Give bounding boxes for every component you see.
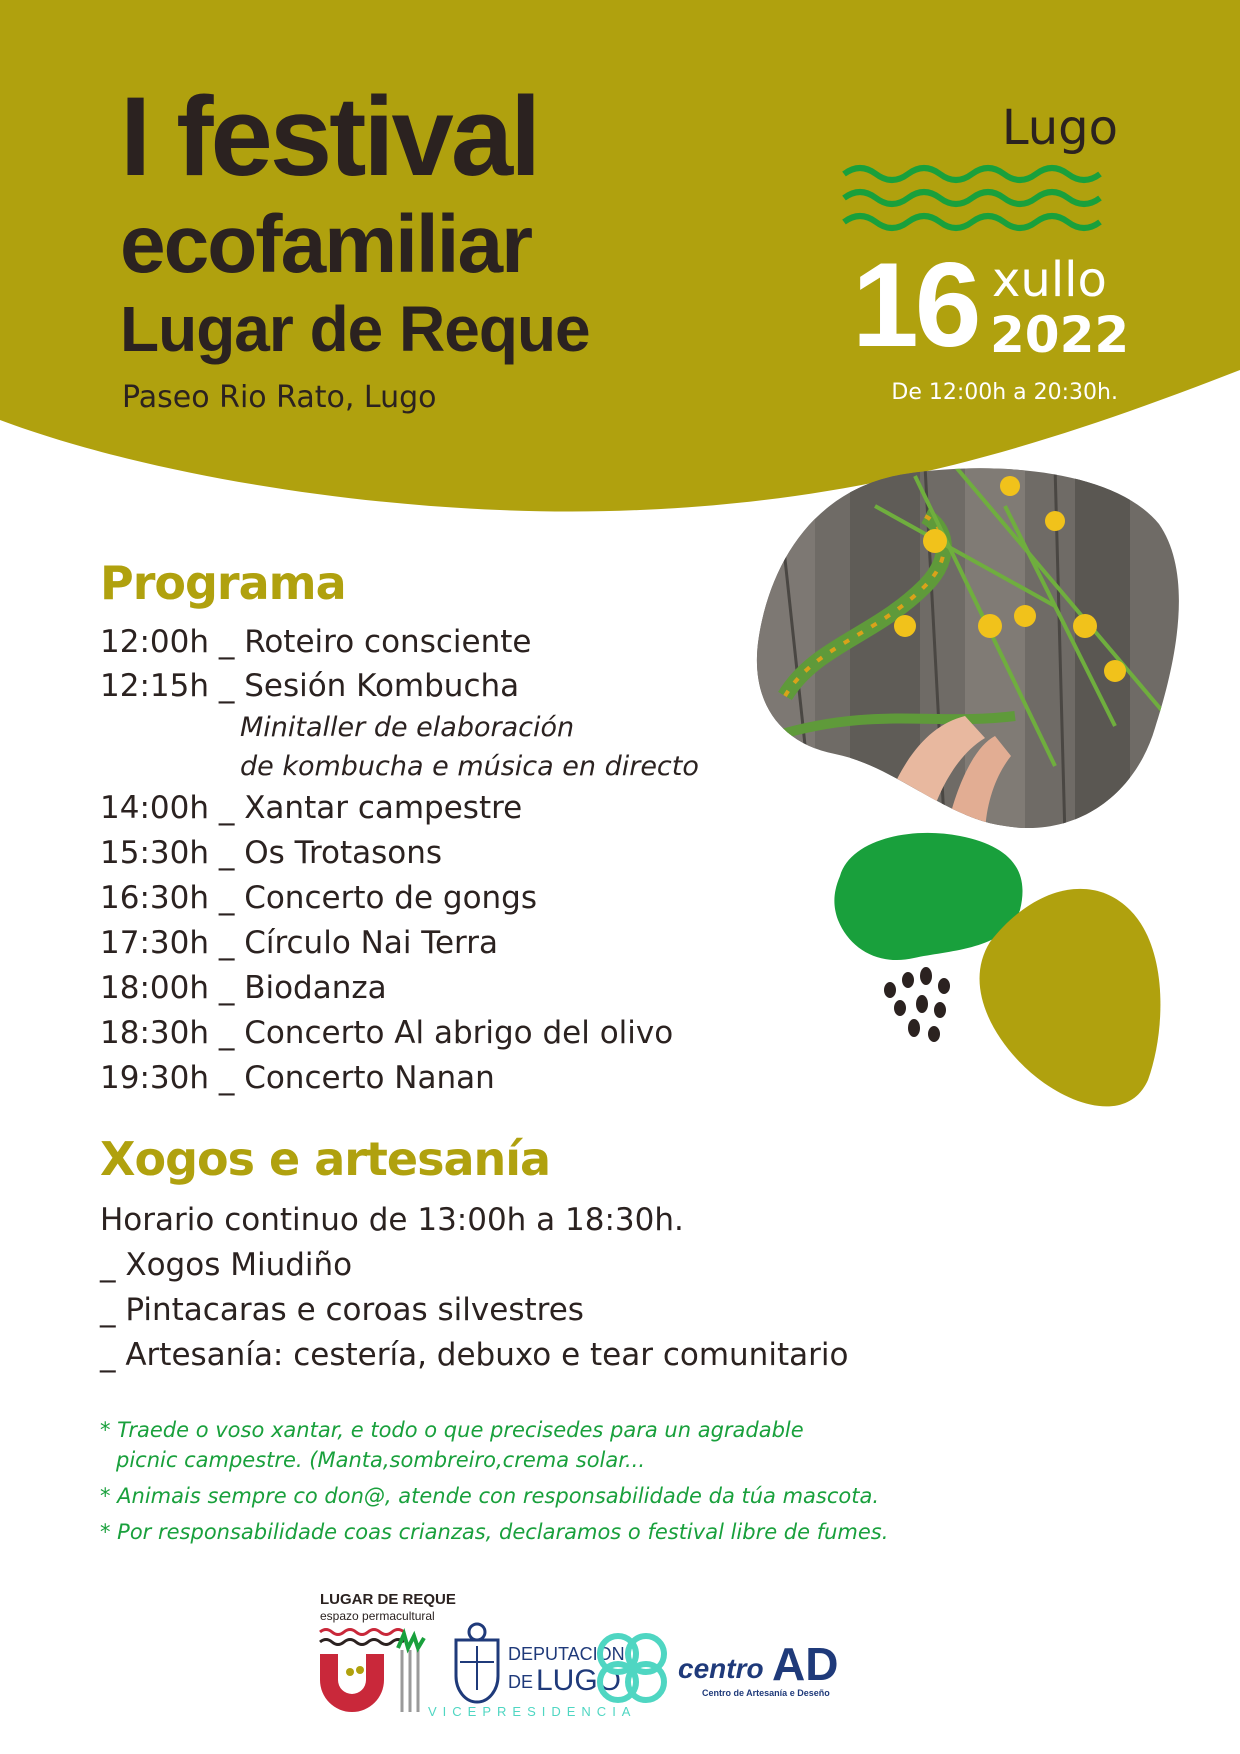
lugar-de-reque-logo xyxy=(320,1591,456,1712)
deputacion-lugo: LUGO xyxy=(536,1664,622,1697)
xogos-item: _ Artesanía: cestería, debuxo e tear comunitario xyxy=(100,1337,849,1373)
program-item: 18:00h _ Biodanza xyxy=(100,970,387,1006)
xogos-title: Xogos e artesanía xyxy=(100,1132,551,1186)
program-item-detail: Minitaller de elaboración xyxy=(240,712,575,743)
program-item: 14:00h _ Xantar campestre xyxy=(100,790,523,826)
centro-tagline: Centro de Artesanía e Deseño xyxy=(702,1688,830,1698)
note-line: * Animais sempre co don@, atende con responsabilidade da túa mascota. xyxy=(100,1484,880,1508)
title-line-1: I festival xyxy=(120,74,539,199)
centro-name: centro xyxy=(678,1653,764,1684)
venue: Paseo Rio Rato, Lugo xyxy=(122,380,437,415)
sponsor-logos xyxy=(310,1590,950,1720)
centro-ad: AD xyxy=(772,1638,839,1690)
event-month: xullo xyxy=(992,252,1107,308)
title-line-2: ecofamiliar xyxy=(120,199,531,290)
programa-title: Programa xyxy=(100,556,346,610)
lugar-logo-name: LUGAR DE REQUE xyxy=(320,1591,456,1608)
program-item: 17:30h _ Círculo Nai Terra xyxy=(100,925,498,961)
event-hours: De 12:00h a 20:30h. xyxy=(891,380,1118,405)
program-item: 19:30h _ Concerto Nanan xyxy=(100,1060,495,1096)
deputacion-line1: DEPUTACIÓN xyxy=(508,1644,625,1664)
xogos-item: _ Pintacaras e coroas silvestres xyxy=(100,1292,584,1328)
event-day: 16 xyxy=(852,238,978,372)
program-item: 12:00h _ Roteiro consciente xyxy=(100,624,532,660)
flowers-photo xyxy=(755,466,1185,838)
title-line-3: Lugar de Reque xyxy=(120,293,590,365)
note-line: * Por responsabilidade coas crianzas, declaramos o festival libre de fumes. xyxy=(100,1520,889,1544)
vicepresidencia-label: VICEPRESIDENCIA xyxy=(428,1704,637,1719)
lugar-logo-tagline: espazo permacultural xyxy=(320,1609,435,1623)
deputacion-lugo-logo xyxy=(428,1624,664,1719)
wave-icon xyxy=(842,160,1118,236)
program-item: 18:30h _ Concerto Al abrigo del olivo xyxy=(100,1015,674,1051)
xogos-item: _ Xogos Miudiño xyxy=(100,1247,353,1283)
decorative-blobs xyxy=(830,830,1170,1110)
event-year: 2022 xyxy=(990,306,1130,364)
program-item: 12:15h _ Sesión Kombucha xyxy=(100,668,520,704)
city: Lugo xyxy=(1001,100,1118,156)
note-line: picnic campestre. (Manta,sombreiro,crema solar... xyxy=(116,1448,645,1472)
centro-ad-logo xyxy=(678,1638,838,1698)
program-item: 15:30h _ Os Trotasons xyxy=(100,835,443,871)
deputacion-de: DE xyxy=(508,1672,534,1692)
note-line: * Traede o voso xantar, e todo o que precisedes para un agradable xyxy=(100,1418,804,1442)
program-item: 16:30h _ Concerto de gongs xyxy=(100,880,538,916)
program-item-detail: de kombucha e música en directo xyxy=(240,751,699,782)
xogos-schedule: Horario continuo de 13:00h a 18:30h. xyxy=(100,1202,684,1238)
